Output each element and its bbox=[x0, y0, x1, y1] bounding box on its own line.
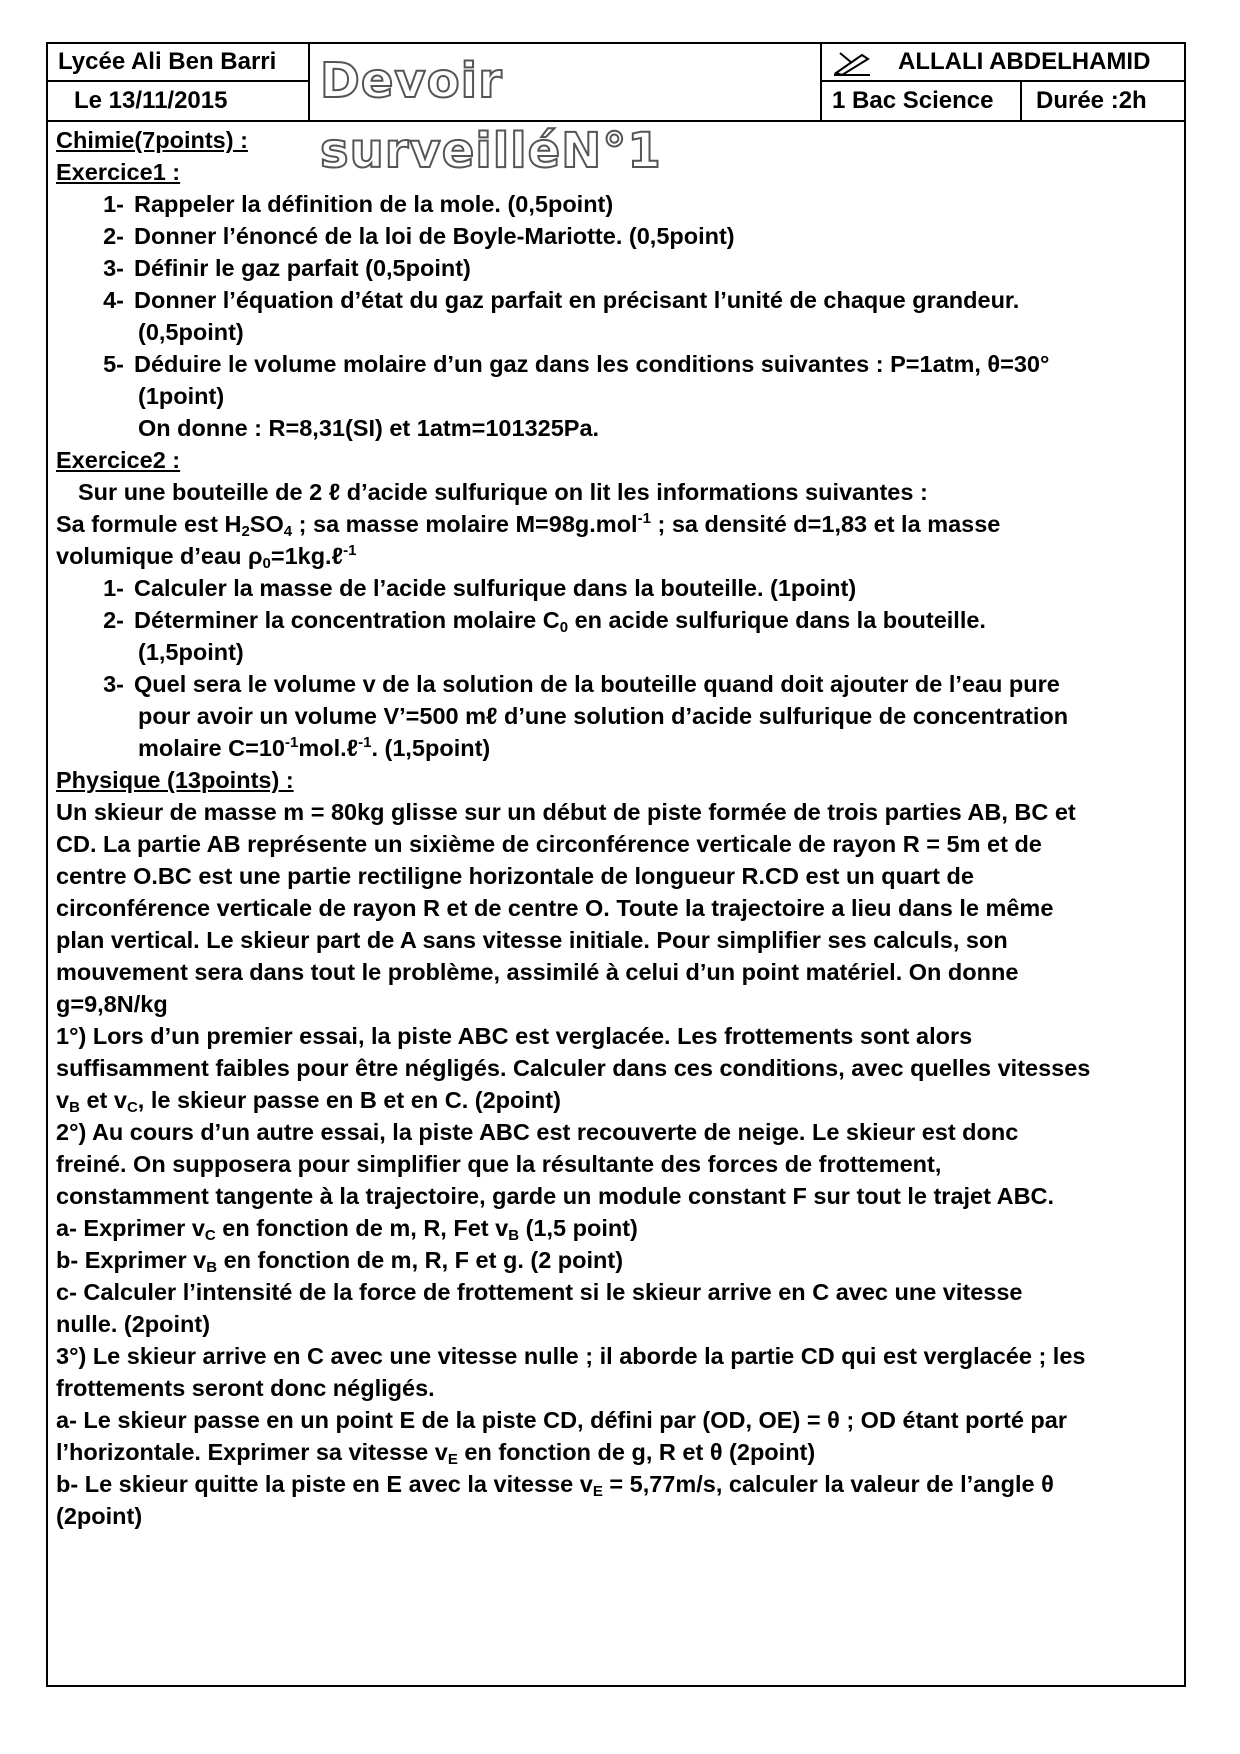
phys-intro-2: CD. La partie AB représente un sixième de circonférence verticale de rayon R = 5m et de bbox=[56, 831, 1042, 857]
ex2-question-1: 1- Calculer la masse de l’acide sulfurique dans la bouteille. (1point) bbox=[103, 575, 857, 601]
ex2-formula-line: Sa formule est $H_2SO_4$ ; sa masse molaire M=98g.mol$^{-1}$ ; sa densité d=1,83 et la masse bbox=[56, 510, 1001, 540]
phys-part2-b: b- Exprimer $v_B$ en fonction de m, R, F et g. (2 point) bbox=[56, 1247, 624, 1276]
phys-intro-7: g=9,8N/kg bbox=[56, 991, 168, 1017]
chimie-heading: Chimie(7points) : bbox=[56, 127, 248, 153]
phys-part3-b-line1: b- Le skieur quitte la piste en E avec la vitesse $v_E = 5,77m/s$, calculer la valeur de l’angle θ bbox=[56, 1471, 1054, 1500]
phys-intro-1: Un skieur de masse m = 80kg glisse sur un début de piste formée de trois parties AB, BC et bbox=[56, 799, 1076, 825]
ex1-given-data: On donne : R=8,31(SI) et 1atm=101325Pa. bbox=[138, 415, 600, 441]
ex1-question-3: 3- Définir le gaz parfait (0,5point) bbox=[103, 255, 471, 281]
author-cell bbox=[822, 44, 1184, 82]
pen-icon bbox=[832, 49, 872, 77]
ex1-question-5: 5- Déduire le volume molaire d’un gaz dans les conditions suivantes : P=1atm, θ=30° bbox=[103, 351, 1050, 377]
phys-part1-line1: 1°) Lors d’un premier essai, la piste ABC est verglacée. Les frottements sont alors bbox=[56, 1023, 973, 1049]
ex2-question-3-cont2: molaire $C=10^{-1}mol.\ell^{-1}$. (1,5point) bbox=[138, 734, 491, 761]
phys-part2-line2: freiné. On supposera pour simplifier que la résultante des forces de frottement, bbox=[56, 1151, 942, 1177]
phys-part2-a: a- Exprimer $v_C$ en fonction de m, R, Fet $v_B$ (1,5 point) bbox=[56, 1215, 638, 1244]
phys-part3-line2: frottements seront donc négligés. bbox=[56, 1375, 435, 1401]
exercise2-heading: Exercice2 : bbox=[56, 447, 181, 473]
ex2-question-2-cont: (1,5point) bbox=[138, 639, 244, 665]
school-name: Lycée Ali Ben Barri bbox=[48, 44, 310, 82]
ex2-question-3-cont: pour avoir un volume V’=500 mℓ d’une solution d’acide sulfurique de concentration bbox=[138, 703, 1069, 729]
ex1-question-5-cont: (1point) bbox=[138, 383, 225, 409]
exam-title-cell bbox=[310, 44, 822, 179]
exam-content bbox=[56, 124, 1180, 1532]
ex1-question-4-cont: (0,5point) bbox=[138, 319, 244, 345]
physique-heading: Physique (13points) : bbox=[56, 767, 294, 793]
ex2-question-2: 2- Déterminer la concentration molaire $C_0$ en acide sulfurique dans la bouteille. bbox=[103, 607, 986, 636]
exam-date: Le 13/11/2015 bbox=[48, 82, 310, 122]
exam-title: Devoir surveilléN°1 bbox=[320, 53, 662, 179]
phys-part3-a-line2: l’horizontale. Exprimer sa vitesse $v_E$ en fonction de g, R et θ (2point) bbox=[56, 1439, 816, 1468]
phys-intro-5: plan vertical. Le skieur part de A sans vitesse initiale. Pour simplifier ses calculs, son bbox=[56, 927, 1008, 953]
ex2-question-3: 3- Quel sera le volume v de la solution de la bouteille quand doit ajouter de l’eau pure bbox=[103, 671, 1060, 697]
phys-part3-b-line2: (2point) bbox=[56, 1503, 143, 1529]
phys-part3-line1: 3°) Le skieur arrive en C avec une vitesse nulle ; il aborde la partie CD qui est verglacée ; les bbox=[56, 1343, 1086, 1369]
exam-sheet bbox=[46, 42, 1186, 1687]
phys-intro-6: mouvement sera dans tout le problème, assimilé à celui d’un point matériel. On donne bbox=[56, 959, 1019, 985]
ex1-question-1: 1- Rappeler la définition de la mole. (0,5point) bbox=[103, 191, 614, 217]
class-level: 1 Bac Science bbox=[822, 82, 1022, 122]
phys-part2-line3: constamment tangente à la trajectoire, garde un module constant F sur tout le trajet ABC. bbox=[56, 1183, 1055, 1209]
ex1-question-2: 2- Donner l’énoncé de la loi de Boyle-Mariotte. (0,5point) bbox=[103, 223, 735, 249]
phys-part2-c-line2: nulle. (2point) bbox=[56, 1311, 211, 1337]
phys-part1-line2: suffisamment faibles pour être négligés. Calculer dans ces conditions, avec quelles vitesses bbox=[56, 1055, 1091, 1081]
phys-part2-line1: 2°) Au cours d’un autre essai, la piste ABC est recouverte de neige. Le skieur est donc bbox=[56, 1119, 1019, 1145]
phys-part1-line3: $v_B$ et $v_C$, le skieur passe en B et en C. (2point) bbox=[56, 1087, 561, 1116]
phys-intro-4: circonférence verticale de rayon R et de centre O. Toute la trajectoire a lieu dans le même bbox=[56, 895, 1054, 921]
phys-part3-a-line1: a- Le skieur passe en un point E de la piste CD, défini par (OD, OE) = θ ; OD étant porté par bbox=[56, 1407, 1067, 1433]
phys-part2-c-line1: c- Calculer l’intensité de la force de frottement si le skieur arrive en C avec une vitesse bbox=[56, 1279, 1023, 1305]
author-name: ALLALI ABDELHAMID bbox=[898, 48, 1151, 75]
exam-duration: Durée :2h bbox=[1022, 82, 1184, 122]
ex1-question-4: 4- Donner l’équation d’état du gaz parfait en précisant l’unité de chaque grandeur. bbox=[103, 287, 1020, 313]
exercise1-heading: Exercice1 : bbox=[56, 159, 181, 185]
phys-intro-3: centre O.BC est une partie rectiligne horizontale de longueur R.CD est un quart de bbox=[56, 863, 974, 889]
ex2-rho-line: volumique d’eau $\rho_0=1kg.\ell^{-1}$ bbox=[56, 542, 357, 572]
ex2-intro: Sur une bouteille de 2 ℓ d’acide sulfurique on lit les informations suivantes : bbox=[78, 479, 928, 505]
